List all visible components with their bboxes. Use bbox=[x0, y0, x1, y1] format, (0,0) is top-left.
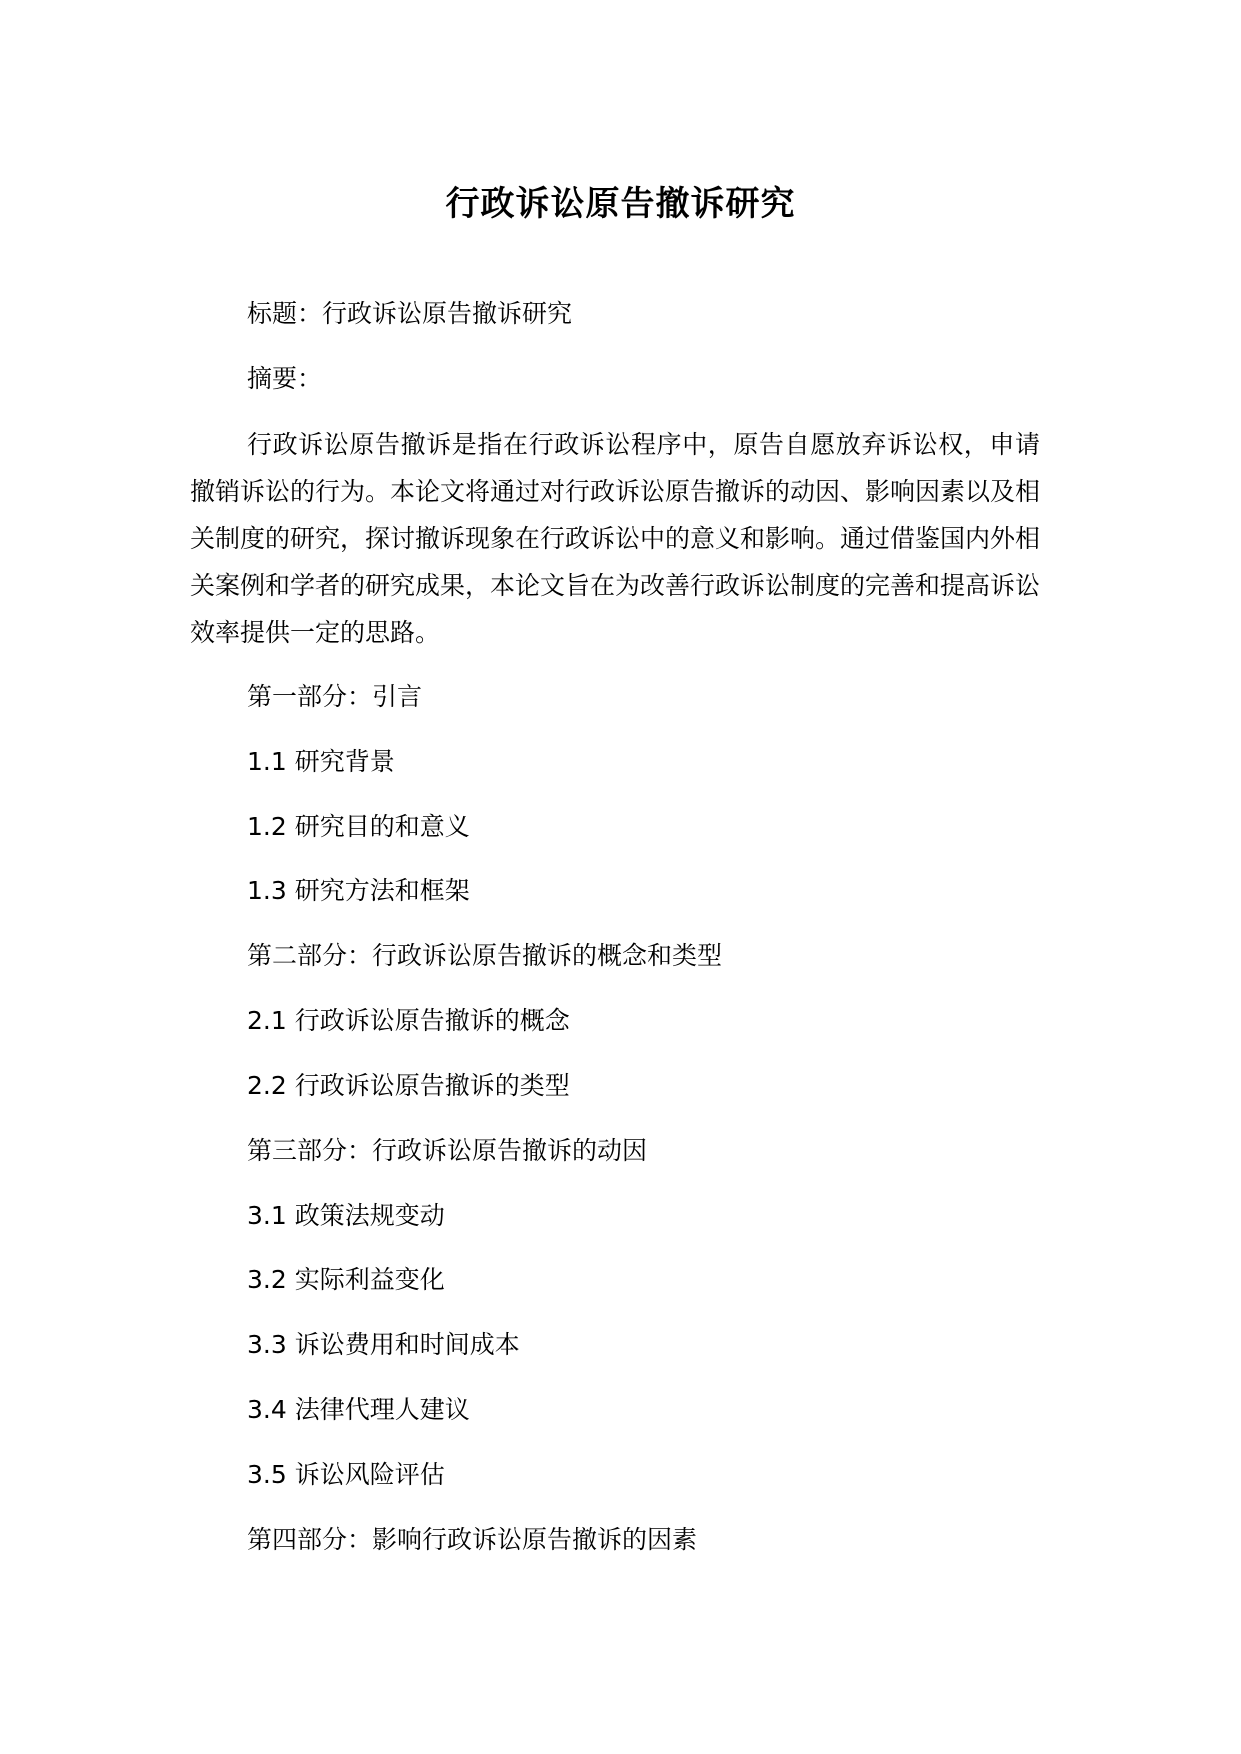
outline-item: 1.3 研究方法和框架 bbox=[247, 876, 470, 905]
outline-item: 3.2 实际利益变化 bbox=[247, 1265, 445, 1294]
outline-item: 3.5 诉讼风险评估 bbox=[247, 1460, 445, 1489]
abstract-paragraph: 行政诉讼原告撤诉是指在行政诉讼程序中，原告自愿放弃诉讼权，申请撤销诉讼的行为。本论文将通过对行政诉讼原告撤诉的动因、影响因素以及相关制度的研究，探讨撤诉现象在行政诉讼中的意义和影响。通过借鉴国内外相关案例和学者的研究成果，本论文旨在为改善行政诉讼制度的完善和提高诉讼效率提供一定的思路。 bbox=[190, 430, 1041, 647]
heading-line: 标题：行政诉讼原告撤诉研究 bbox=[247, 299, 573, 328]
outline-item: 3.4 法律代理人建议 bbox=[247, 1395, 470, 1424]
outline-item: 2.2 行政诉讼原告撤诉的类型 bbox=[247, 1071, 570, 1100]
outline-item: 3.3 诉讼费用和时间成本 bbox=[247, 1330, 520, 1359]
outline-item: 2.1 行政诉讼原告撤诉的概念 bbox=[247, 1006, 570, 1035]
outline-item: 1.1 研究背景 bbox=[247, 747, 395, 776]
outline-item: 第一部分：引言 bbox=[247, 682, 423, 711]
outline-item: 第二部分：行政诉讼原告撤诉的概念和类型 bbox=[247, 941, 723, 970]
outline-item: 1.2 研究目的和意义 bbox=[247, 812, 470, 841]
document-title: 行政诉讼原告撤诉研究 bbox=[445, 184, 796, 224]
abstract-label: 摘要： bbox=[247, 364, 323, 393]
outline-item: 第三部分：行政诉讼原告撤诉的动因 bbox=[247, 1136, 648, 1165]
outline-item: 3.1 政策法规变动 bbox=[247, 1201, 445, 1230]
outline-item: 第四部分：影响行政诉讼原告撤诉的因素 bbox=[247, 1525, 698, 1554]
